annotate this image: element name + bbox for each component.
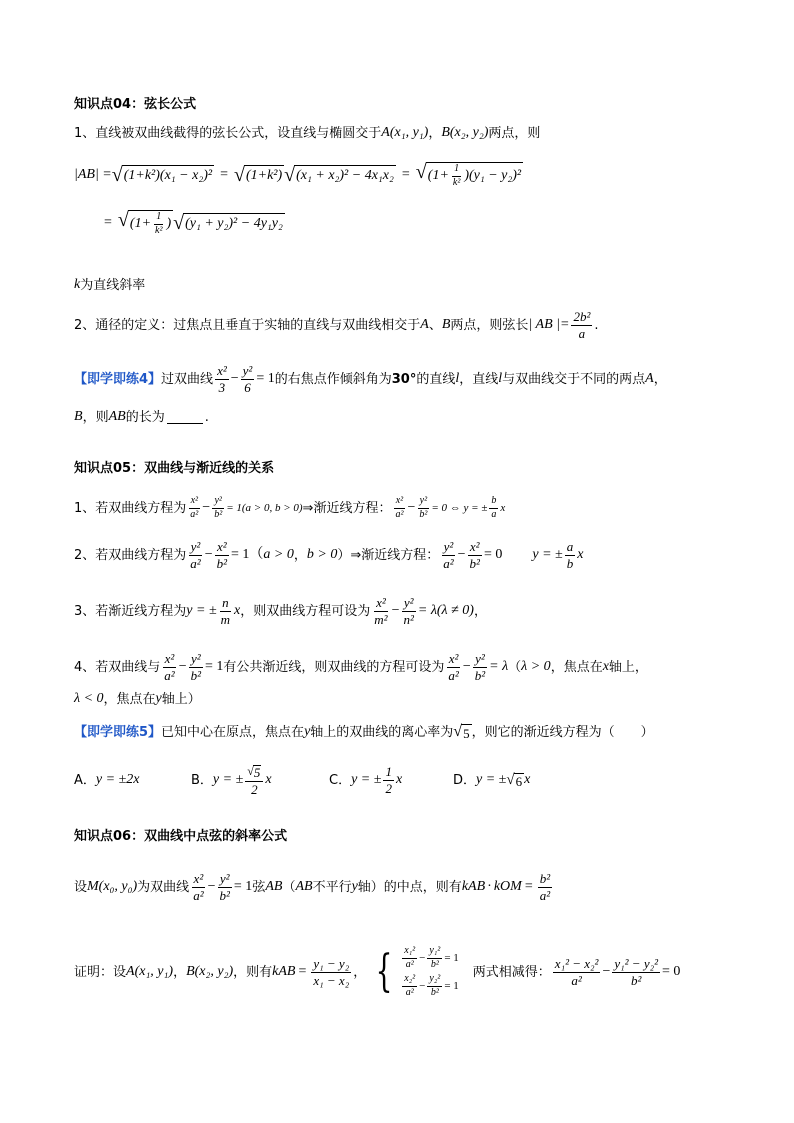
k5-item4: 4、若双曲线与 $\frac{\text{x²}}{\text{a²}}$ − $\frac{\text{y²}}{\text{b²}}$ = 1 有公共渐近线，则双曲线的方程可设为 $\frac{\text{x²}}{\text{a²}}$ − $\frac{\text{y²}}{\text{b²}}$ = λ （ λ > 0 ，焦点在 x 轴上， bbox=[74, 651, 648, 683]
latus-rectum-fraction: $\frac{\text{2b²}}{a}$ bbox=[573, 309, 591, 341]
option-c[interactable]: C． y = ± $\frac{1}{2}$ x bbox=[329, 764, 403, 796]
exercise-4-line2: B ，则 AB 的长为 . bbox=[74, 409, 209, 425]
equation-system: { $\frac{\text{x₁²}}{\text{a²}}$ − $\frac{\text{y₁²}}{\text{b²}}$ = 1 $\frac{\text{x₂²}}{\text{a²}}$ − $\frac{\text{y₂²}}{\text{b²}}$ = 1 bbox=[375, 945, 459, 998]
k4-para2: 2、通径的定义：过焦点且垂直于实轴的直线与双曲线相交于 A 、 B 两点，则弦长 | AB |= $\frac{\text{2b²}}{a}$ . bbox=[74, 309, 599, 341]
option-b[interactable]: B． y = ± √ 5 2 x bbox=[191, 764, 272, 797]
sqrt-term-1: √ (1+k²)(x₁ − x₂)² bbox=[111, 164, 213, 186]
chord-formula-line1: |AB| = √ (1+k²)(x₁ − x₂)² = √ (1+k²) √ (x₁ + x₂)² − 4x₁x₂ = √ ( 1+ $\frac{1}{\text{k²}}$ )(y₁ − y₂)² bbox=[74, 161, 522, 188]
sqrt-term-4b: √ (y₁ + y₂)² − 4y₁y₂ bbox=[173, 212, 283, 234]
exercise-5-stem: 【即学即练5】 已知中心在原点，焦点在 y 轴上的双曲线的离心率为 √ 5 ，则它的渐近线方程为（ ） bbox=[74, 723, 654, 741]
chord-formula-line2: = √ ( 1+ $\frac{1}{\text{k²}}$ ) √ (y₁ + y₂)² − 4y₁y₂ bbox=[104, 209, 283, 236]
k4-para1: 1、直线被双曲线截得的弦长公式，设直线与椭圆交于 A(x₁, y₁) ， B(x₂, y₂) 两点，则 bbox=[74, 125, 541, 141]
k5-item4-cont: λ < 0 ，焦点在 y 轴上） bbox=[74, 691, 201, 707]
heading-k5: 知识点05：双曲线与渐近线的关系 bbox=[74, 461, 275, 476]
sqrt-term-2a: √ (1+k²) bbox=[233, 164, 283, 186]
exercise-4-tag: 【即学即练4】 bbox=[74, 371, 162, 387]
k5-item1: 1、若双曲线方程为 $\frac{\text{x²}}{\text{a²}}$ − $\frac{\text{y²}}{\text{b²}}$ = 1(a > 0, b > 0) ⇒渐近线方程： $\frac{\text{x²}}{\text{a²}}$ − $\frac{\text{y²}}{\text{b²}}$ = 0 ⇔ y = ± $\frac{b}{a}$ x bbox=[74, 495, 506, 520]
k6-proof: 证明：设 A(x₁, y₁) ， B(x₂, y₂) ，则有 k AB = $\frac{\text{y₁ − y₂}}{\text{x₁ − x₂}}$ ， { $\frac{\text{x₁²}}{\text{a²}}$ − $\frac{\text{y₁²}}{\text{b²}}$ = 1 $\frac{\text{x₂²}}{\text{a²}}$ − $\frac{\text{y₂²}}{\text{b²}}$ = 1 两式相减得： $\frac{\text{x₁² − x₂²}}{\text{a²}}$ − $\frac{\text{y₁² − y₂²}}{\text{b²}}$ = 0 bbox=[74, 945, 681, 998]
option-d[interactable]: D． y = ± √ 6 x bbox=[453, 771, 531, 789]
sqrt-term-3: √ ( 1+ $\frac{1}{\text{k²}}$ )(y₁ − y₂)² bbox=[415, 161, 522, 188]
exercise-5-options bbox=[74, 764, 530, 796]
exercise-5-tag: 【即学即练5】 bbox=[74, 724, 162, 740]
k-slope-note: k 为直线斜率 bbox=[74, 277, 146, 293]
answer-blank bbox=[167, 411, 203, 424]
heading-k6: 知识点06：双曲线中点弦的斜率公式 bbox=[74, 829, 288, 844]
k5-item2: 2、若双曲线方程为 $\frac{\text{y²}}{\text{a²}}$ − $\frac{\text{x²}}{\text{b²}}$ = 1（ a > 0 ， b > 0 ）⇒渐近线方程： $\frac{\text{y²}}{\text{a²}}$ − $\frac{\text{x²}}{\text{b²}}$ = 0 y = ± $\frac{a}{b}$ x bbox=[74, 539, 584, 571]
option-a[interactable]: A． y = ±2x bbox=[74, 772, 140, 788]
k5-item3: 3、若渐近线方程为 y = ± $\frac{n}{m}$ x ，则双曲线方程可设为 $\frac{\text{x²}}{\text{m²}}$ − $\frac{\text{y²}}{\text{n²}}$ = λ(λ ≠ 0) ， bbox=[74, 595, 487, 627]
sqrt-term-4a: √ ( 1+ $\frac{1}{\text{k²}}$ ) bbox=[117, 209, 172, 236]
heading-k4: 知识点04：弦长公式 bbox=[74, 97, 197, 112]
k6-statement: 设 M(x₀, y₀) 为双曲线 $\frac{\text{x²}}{\text{a²}}$ − $\frac{\text{y²}}{\text{b²}}$ = 1 弦 AB （ AB 不平行 y 轴）的中点，则有 k AB · k OM = $\frac{\text{b²}}{\text{a²}}$ bbox=[74, 871, 551, 903]
sqrt-term-2b: √ (x₁ + x₂)² − 4x₁x₂ bbox=[284, 164, 394, 186]
exercise-4-line1: 【即学即练4】 过双曲线 $\frac{\text{x²}}{3}$ − $\frac{\text{y²}}{6}$ = 1 的右焦点作倾斜角为 30° 的直线 l ，直线 l 与双曲线交于不同的两点 A ， bbox=[74, 363, 667, 395]
